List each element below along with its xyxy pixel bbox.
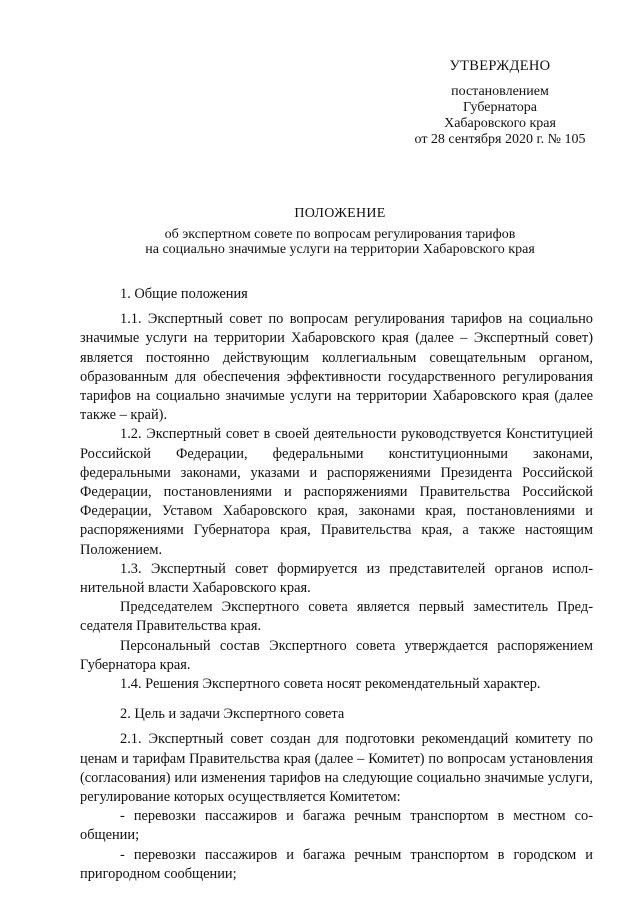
document-subtitle: на социально значимые услуги на территории Хабаровского края (145, 242, 535, 257)
approval-line: Хабаровского края (444, 116, 556, 131)
list-item: - перевозки пассажиров и багажа речным транспортом в местном сообщении; (80, 808, 593, 844)
document-title: ПОЛОЖЕНИЕ (294, 206, 386, 221)
approval-stamp (400, 58, 600, 148)
paragraph: Персональный состав Экспертного совета утверждается распоряжением Губернатора края. (80, 637, 593, 673)
approval-line: Губернатора (462, 100, 538, 115)
document-heading (80, 206, 600, 257)
paragraph: 1.3. Экспертный совет формируется из представителей органов исполнительной власти Хабаровского края. (80, 560, 593, 597)
paragraph: 1.4. Решения Экспертного совета носят рекомендательный характер. (120, 676, 541, 693)
paragraph: Председателем Экспертного совета является первый заместитель Председателя Правительства края. (80, 599, 593, 635)
document-subtitle: об экспертном совете по вопросам регулирования тарифов (164, 227, 516, 242)
section-heading: 2. Цель и задачи Экспертного совета (120, 706, 345, 723)
paragraph: 2.1. Экспертный совет создан для подготовки рекомендаций комитету по ценам и тарифам Правительства края (далее – Комитет) по вопросам установления (согласования) или изменения тарифов на следующие социально значимые услуги, регулирование которых осуществляется Комитетом: (80, 731, 593, 806)
approval-line: постановлением (451, 84, 549, 99)
list-item: - перевозки пассажиров и багажа речным транспортом в городском и пригородном сообщении; (80, 846, 593, 882)
document-body (80, 285, 593, 884)
section-heading: 1. Общие положения (120, 286, 248, 302)
paragraph: 1.2. Экспертный совет в своей деятельности руководствуется Конституцией Российской Федерации, федеральными конституционными законами, федеральными законами, указами и распоряжениями Президента Российской Федерации, постановлениями и распоряжениями Правительства Российской Федерации, Уставом Хабаровского края, законами края, постановлениями и распоряжениями Губернатора края, Правительства края, а также настоящим Положением. (80, 426, 593, 558)
paragraph: 1.1. Экспертный совет по вопросам регулирования тарифов на социально значимые услуги на территории Хабаровского края (далее – Экспертный совет) является постоянно действующим коллегиальным совещательным органом, образованным для обеспечения эффективности государственного регулирования тарифов на социально значимые услуги на территории Хабаровского края (далее также – край). (80, 311, 593, 424)
approval-title: УТВЕРЖДЕНО (449, 58, 551, 74)
approval-date: от 28 сентября 2020 г. № 105 (414, 132, 586, 147)
